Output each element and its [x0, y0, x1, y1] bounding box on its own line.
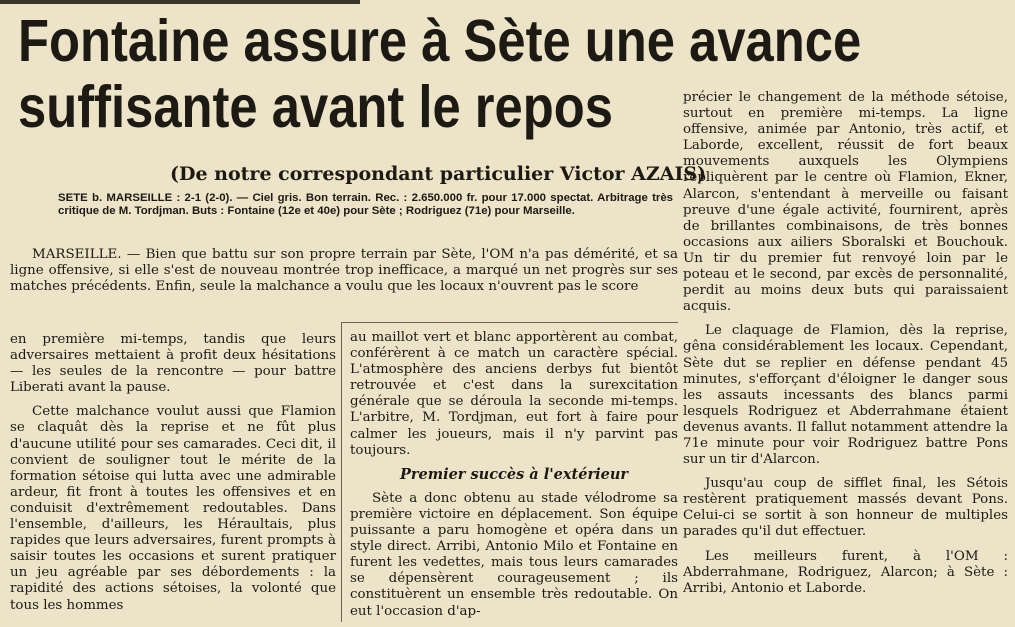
column-right-p2: Le claquage de Flamion, dès la reprise, gêna considérablement les locaux. Cependant, Sète dut se replier en défense pendant 45 minutes, s'efforçant d'éloigner le danger sous les assauts incessants des blancs parmi lesquels Rodriguez et Abderrahmane étaient devenus avants. Il fallut notamment attendre la 71e minute pour voir Rodriguez battre Pons sur un tir d'Alarcon.: [683, 323, 1008, 468]
intro-text: MARSEILLE. — Bien que battu sur son propre terrain par Sète, l'OM n'a pas démérité, et sa ligne offensive, si elle s'est de nouveau montrée trop inefficace, a marqué un net progrès sur ses matches précédents. Enfin, seule la malchance a voulu que les locaux n'ouvrent pas le score: [10, 247, 678, 295]
box-left-rule: [341, 322, 342, 622]
subheading: Premier succès à l'extérieur: [399, 465, 629, 483]
column-right: [683, 90, 1008, 597]
column-right-p1: précier le changement de la méthode sétoise, surtout en première mi-temps. La ligne offensive, animée par Antonio, très actif, et Laborde, excellent, réussit de fort beaux mouvements auxquels les Olympiens répliquèrent par le centre où Flamion, Ekner, Alarcon, s'entendant à merveille ou faisant preuve d'une égale activité, fournirent, après de brillantes combinaisons, de très bonnes occasions aux ailiers Sboralski et Bouchouk. Un tir du premier fut renvoyé loin par le poteau et le second, par excès de personnalité, perdit au moins deux buts qui paraissaient acquis.: [683, 90, 1008, 315]
column-middle: [350, 330, 678, 620]
intro-paragraph: [10, 247, 678, 295]
column-left-p1: en première mi-temps, tandis que leurs adversaires mettaient à profit deux hésitations — les seules de la rencontre — pour battre Liberati avant la pause.: [10, 332, 336, 396]
column-middle-p1: au maillot vert et blanc apportèrent au combat, conférèrent à ce match un caractère spécial. L'atmosphère des anciens derbys fut bientôt retrouvée et c'est dans la surexcitation générale que se déroula la seconde mi-temps. L'arbitre, M. Tordjman, eut fort à faire pour calmer les joueurs, mais il n'y parvint pas toujours.: [350, 330, 678, 458]
top-rule: [0, 0, 360, 4]
column-middle-p2: Sète a donc obtenu au stade vélodrome sa première victoire en déplacement. Son équipe puissante a paru homogène et opéra dans un style direct. Arribi, Antonio Milo et Fontaine en furent les vedettes, mais tous leurs camarades se dépensèrent courageusement ; ils constituèrent un ensemble très redoutable. On eut l'occasion d'ap-: [350, 490, 678, 619]
byline: (De notre correspondant particulier Victor AZAIS): [170, 163, 707, 185]
column-left-p2: Cette malchance voulut aussi que Flamion se claquât dès la reprise et ne fût plus d'aucune utilité pour ses camarades. Ceci dit, il convient de souligner tout le mérite de la formation sétoise qui lutta avec une admirable ardeur, fit front à toutes les offensives et en conduisit d'extrêmement redoutables. Dans l'ensemble, d'ailleurs, les Héraultais, plus rapides que leurs adversaires, furent prompts à saisir toutes les occasions et surent pratiquer un jeu agréable par ses débordements : la rapidité des actions sétoises, la volonté que tous les hommes: [10, 404, 336, 613]
column-right-p4: Les meilleurs furent, à l'OM : Abderrahmane, Rodriguez, Alarcon; à Sète : Arribi, Antonio et Laborde.: [683, 548, 1008, 596]
column-left: [10, 332, 336, 614]
box-top-rule: [341, 322, 678, 323]
headline-line-2: suffisante avant le repos: [18, 74, 613, 140]
column-right-p3: Jusqu'au coup de sifflet final, les Sétois restèrent pratiquement massés devant Pons. Celui-ci se sortit à son honneur de multiples parades qu'il dut effectuer.: [683, 476, 1008, 540]
match-summary: SETE b. MARSEILLE : 2-1 (2-0). — Ciel gris. Bon terrain. Rec. : 2.650.000 fr. pour 17.000 spectat. Arbitrage très critique de M. Tordjman. Buts : Fontaine (12e et 40e) pour Sète ; Rodriguez (71e) pour Marseille.: [58, 192, 673, 217]
headline-line-1: Fontaine assure à Sète une avance: [18, 8, 862, 74]
